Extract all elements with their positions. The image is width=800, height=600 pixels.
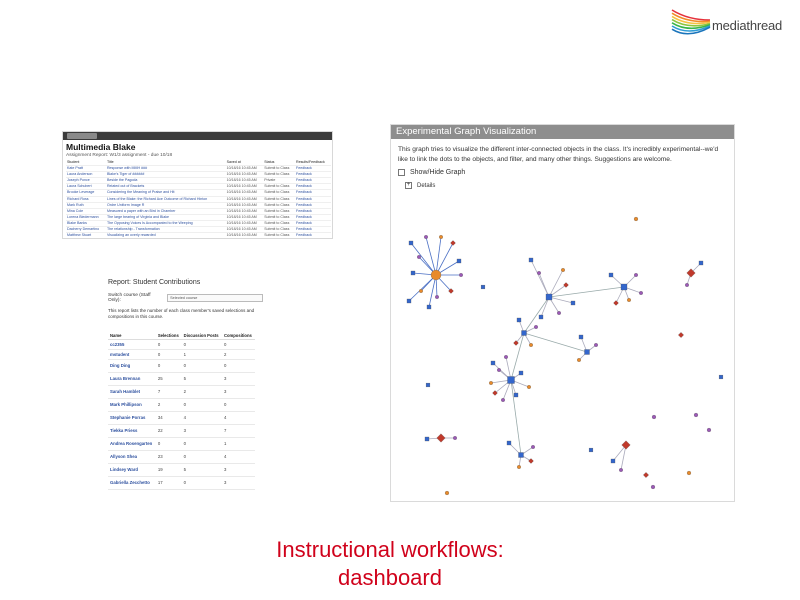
table-cell[interactable]: Laura Anderson [66, 172, 106, 178]
graph-node[interactable] [417, 255, 421, 259]
graph-node[interactable] [491, 361, 495, 365]
graph-node[interactable] [411, 271, 415, 275]
graph-node[interactable] [687, 471, 691, 475]
graph-node[interactable] [622, 441, 630, 449]
graph-panel-description: This graph tries to visualize the different inter-connected objects in the class. It's incredibly experimental--we'd like to link the dots to the objects, and filter, and many other things. Suggestions are welcome. [398, 146, 719, 163]
table-cell: 4 [222, 411, 255, 424]
table-cell[interactable]: Richard Ross [66, 196, 106, 202]
table-cell[interactable]: Feedback [295, 233, 331, 239]
table-cell: 10/18/16 10:45 AM [226, 166, 264, 172]
table-cell: 0 [222, 339, 255, 349]
table-cell[interactable]: Mark Phillipson [108, 398, 156, 411]
table-row [108, 424, 255, 437]
table-cell[interactable]: Lines of the Blake: the Richard Ace Outcome of Richard Hinton [106, 196, 226, 202]
table-cell[interactable]: Feedback [295, 214, 331, 220]
column-header: Saved at [226, 160, 264, 166]
table-cell: Submit to Class [263, 208, 295, 214]
table-cell: 34 [156, 411, 182, 424]
table-cell: 2 [182, 385, 222, 398]
graph-node[interactable] [707, 428, 711, 432]
graph-node[interactable] [450, 240, 455, 245]
graph-node[interactable] [457, 259, 461, 263]
table-cell[interactable]: Feedback [295, 178, 331, 184]
table-cell[interactable]: mstudent [108, 349, 156, 359]
table-cell: 0 [156, 437, 182, 450]
graph-node[interactable] [519, 371, 523, 375]
table-cell: Submit to Class [263, 184, 295, 190]
table-cell: 3 [222, 476, 255, 489]
graph-node[interactable] [531, 445, 535, 449]
table-cell[interactable]: Beside the Pagoda [106, 178, 226, 184]
graph-node[interactable] [425, 437, 429, 441]
table-row [108, 339, 255, 349]
table-cell[interactable]: The relationship - Transformation [106, 227, 226, 233]
graph-node[interactable] [571, 301, 575, 305]
graph-edge [436, 237, 441, 275]
table-cell: 10/18/16 10:45 AM [226, 172, 264, 178]
table-cell[interactable]: Related out of Brackets [106, 184, 226, 190]
graph-node[interactable] [546, 294, 552, 300]
column-header: Status [263, 160, 295, 166]
table-cell[interactable]: Laura Schubert [66, 184, 106, 190]
table-cell: Submit to Class [263, 190, 295, 196]
table-row [108, 372, 255, 385]
graph-node[interactable] [699, 261, 703, 265]
show-hide-label: Show/Hide Graph [410, 169, 466, 176]
column-header: Compositions [222, 325, 255, 339]
table-cell[interactable]: Laura Brennan [108, 372, 156, 385]
assignment-table [66, 160, 331, 239]
table-cell[interactable]: Feedback [295, 202, 331, 208]
table-cell[interactable]: Feedback [295, 196, 331, 202]
graph-node[interactable] [557, 311, 561, 315]
table-cell: 7 [156, 385, 182, 398]
graph-node[interactable] [517, 318, 521, 322]
table-cell[interactable]: Blake's Tiger of ###### [106, 172, 226, 178]
table-cell: 10/18/16 10:45 AM [226, 227, 264, 233]
table-cell[interactable]: Gabriella Zecchetto [108, 476, 156, 489]
table-row [108, 359, 255, 372]
caption-line-2: dashboard [338, 565, 442, 590]
graph-node[interactable] [508, 377, 515, 384]
table-cell[interactable]: Lorena Biedermann [66, 214, 106, 220]
graph-node[interactable] [427, 305, 431, 309]
table-cell: 1 [182, 349, 222, 359]
graph-edge [549, 287, 624, 297]
graph-edge [411, 243, 436, 275]
table-cell[interactable]: Feedback [295, 208, 331, 214]
table-cell: 3 [222, 463, 255, 476]
table-cell[interactable]: Feedback [295, 190, 331, 196]
graph-node[interactable] [435, 295, 439, 299]
graph-node[interactable] [719, 375, 723, 379]
graph-edge [409, 275, 436, 301]
table-cell: Submit to Class [263, 166, 295, 172]
app-logo-icon [67, 133, 97, 139]
graph-node[interactable] [634, 273, 638, 277]
table-cell: 10/18/16 10:45 AM [226, 178, 264, 184]
course-select[interactable]: Selected course [167, 294, 263, 302]
graph-node[interactable] [585, 350, 590, 355]
table-cell[interactable]: cc2355 [108, 339, 156, 349]
graph-edge [511, 380, 521, 455]
column-header: Discussion Posts [182, 325, 222, 339]
graph-node[interactable] [539, 315, 543, 319]
table-cell: 0 [156, 349, 182, 359]
table-cell[interactable]: Measured a paper with an Bird in Chamber [106, 208, 226, 214]
table-cell: Submit to Class [263, 233, 295, 239]
logo-swoosh-stroke [672, 10, 710, 20]
mediathread-logo [668, 6, 796, 40]
graph-node[interactable] [407, 299, 411, 303]
table-cell[interactable]: Feedback [295, 227, 331, 233]
graph-node[interactable] [426, 383, 430, 387]
graph-visualization-screenshot [390, 124, 735, 502]
graph-node[interactable] [651, 485, 655, 489]
table-cell[interactable]: Ordre Uniform Image R [106, 202, 226, 208]
graph-node[interactable] [453, 436, 457, 440]
table-cell: 10/18/16 10:45 AM [226, 214, 264, 220]
graph-node[interactable] [694, 413, 698, 417]
column-header: Title [106, 160, 226, 166]
graph-node[interactable] [678, 332, 683, 337]
table-row [108, 463, 255, 476]
table-cell[interactable]: Ding Ding [108, 359, 156, 372]
table-cell: 10/18/16 10:45 AM [226, 190, 264, 196]
graph-node[interactable] [652, 415, 656, 419]
graph-node[interactable] [489, 381, 493, 385]
table-cell: 25 [156, 372, 182, 385]
table-cell[interactable]: Tiekka Priess [108, 424, 156, 437]
graph-node[interactable] [517, 465, 521, 469]
table-cell[interactable]: Joseph Ponce [66, 178, 106, 184]
graph-node[interactable] [534, 325, 538, 329]
report-title: Multimedia Blake [66, 142, 136, 152]
table-cell: 2 [222, 349, 255, 359]
table-cell[interactable]: Allyson Shea [108, 450, 156, 463]
table-cell[interactable]: Lindsey Ward [108, 463, 156, 476]
table-cell: Submit to Class [263, 214, 295, 220]
table-cell: 0 [156, 359, 182, 372]
table-cell: 3 [222, 385, 255, 398]
details-label: Details [417, 182, 436, 189]
expand-icon[interactable]: + [406, 182, 411, 188]
table-cell: 0 [156, 339, 182, 349]
table-cell[interactable]: Feedback [295, 172, 331, 178]
table-cell: 5 [182, 463, 222, 476]
graph-node[interactable] [522, 331, 527, 336]
table-cell[interactable]: Visualizing an overly rewarded [106, 233, 226, 239]
network-graph[interactable] [391, 125, 735, 502]
graph-node[interactable] [634, 217, 638, 221]
table-cell[interactable]: The Opposing Voices Is Accompanied to the Weeping [106, 220, 226, 226]
graph-node[interactable] [497, 368, 501, 372]
graph-node[interactable] [431, 270, 441, 280]
column-header: Selections [156, 325, 182, 339]
graph-node[interactable] [481, 285, 485, 289]
table-cell: 0 [182, 437, 222, 450]
table-cell: 0 [222, 398, 255, 411]
report-subtitle: Assignment Report: W1/3 assignment - due 10/18 [66, 153, 173, 158]
table-cell: Private [263, 178, 295, 184]
graph-node[interactable] [639, 291, 643, 295]
table-cell[interactable]: Considering the Meaning of Praise and Hit [106, 190, 226, 196]
graph-node[interactable] [527, 385, 531, 389]
graph-node[interactable] [561, 268, 565, 272]
graph-node[interactable] [445, 491, 449, 495]
table-cell: 23 [156, 450, 182, 463]
column-header: Student [66, 160, 106, 166]
table-cell: 5 [182, 372, 222, 385]
graph-node[interactable] [563, 282, 568, 287]
table-cell: 0 [222, 359, 255, 372]
graph-node[interactable] [514, 393, 518, 397]
table-cell: 10/18/16 10:45 AM [226, 220, 264, 226]
table-cell: 3 [182, 424, 222, 437]
caption-line-1: Instructional workflows: [276, 537, 504, 562]
graph-node[interactable] [424, 235, 428, 239]
graph-node[interactable] [419, 289, 423, 293]
table-cell[interactable]: The large bearing of Virginia and Blake [106, 214, 226, 220]
graph-node[interactable] [437, 434, 445, 442]
graph-node[interactable] [519, 453, 524, 458]
table-cell: 4 [222, 450, 255, 463]
graph-node[interactable] [627, 298, 631, 302]
table-cell: 0 [182, 359, 222, 372]
graph-node[interactable] [589, 448, 593, 452]
graph-node[interactable] [577, 358, 581, 362]
graph-node[interactable] [507, 441, 511, 445]
table-cell[interactable]: Feedback [295, 184, 331, 190]
graph-edge [539, 273, 549, 297]
swoosh-logo-icon [668, 6, 714, 40]
table-row [108, 450, 255, 463]
graph-node[interactable] [529, 343, 533, 347]
table-cell: Submit to Class [263, 196, 295, 202]
student-contributions-screenshot [108, 278, 263, 490]
contributions-title: Report: Student Contributions [108, 279, 201, 286]
graph-edge [621, 445, 626, 470]
graph-panel-header: Experimental Graph Visualization [391, 125, 734, 139]
table-cell[interactable]: Andrea Rosengarten [108, 437, 156, 450]
table-cell[interactable]: Matthew Stuart [66, 233, 106, 239]
graph-node[interactable] [643, 472, 648, 477]
table-row [108, 385, 255, 398]
graph-node[interactable] [613, 300, 618, 305]
table-cell: 10/18/16 10:45 AM [226, 184, 264, 190]
table-row [108, 398, 255, 411]
graph-edge [524, 333, 587, 352]
table-cell: 10/18/16 10:45 AM [226, 233, 264, 239]
graph-node[interactable] [685, 283, 689, 287]
table-cell: 2 [156, 398, 182, 411]
table-cell: 0 [182, 398, 222, 411]
table-cell: 10/18/16 10:45 AM [226, 208, 264, 214]
contributions-description: This report lists the number of each class member's saved selections and compositions in this course. [108, 308, 255, 319]
table-cell: 0 [182, 450, 222, 463]
table-cell[interactable]: Response with MMH ### [106, 166, 226, 172]
table-cell: Submit to Class [263, 227, 295, 233]
table-cell: 22 [156, 424, 182, 437]
table-row [108, 349, 255, 359]
graph-node[interactable] [594, 343, 598, 347]
graph-node[interactable] [459, 273, 463, 277]
course-switch-row [108, 293, 263, 303]
table-cell[interactable]: Mina Cole [66, 208, 106, 214]
table-row [108, 437, 255, 450]
table-cell: 1 [222, 437, 255, 450]
table-cell: 3 [222, 372, 255, 385]
graph-node[interactable] [501, 398, 505, 402]
table-cell[interactable]: Mark Ruth [66, 202, 106, 208]
graph-node[interactable] [609, 273, 613, 277]
table-row [108, 476, 255, 489]
table-cell[interactable]: Kate Pratt [66, 166, 106, 172]
graph-node[interactable] [619, 468, 623, 472]
table-cell[interactable]: Blake Banks [66, 220, 106, 226]
table-cell: Submit to Class [263, 220, 295, 226]
table-cell[interactable]: Dacherry Demartino [66, 227, 106, 233]
table-row [108, 411, 255, 424]
graph-node[interactable] [409, 241, 413, 245]
logo-text: mediathread [712, 18, 783, 33]
app-top-bar [63, 132, 332, 140]
graph-node[interactable] [579, 335, 583, 339]
table-cell: 4 [182, 411, 222, 424]
table-cell[interactable]: Stephanie Porras [108, 411, 156, 424]
table-cell[interactable]: Feedback [295, 220, 331, 226]
slide-caption [200, 536, 580, 592]
table-cell[interactable]: Feedback [295, 166, 331, 172]
table-cell: Submit to Class [263, 202, 295, 208]
table-cell: 17 [156, 476, 182, 489]
table-cell[interactable]: Sarah Hamblet [108, 385, 156, 398]
column-header: Results/Feedback [295, 160, 331, 166]
assignment-report-screenshot [62, 131, 333, 239]
course-switch-label: Switch course (Staff Only): [108, 293, 151, 303]
table-cell: 0 [182, 476, 222, 489]
table-row [66, 233, 331, 239]
graph-node[interactable] [537, 271, 541, 275]
graph-node[interactable] [439, 235, 443, 239]
column-header: Name [108, 325, 156, 339]
table-cell: 7 [222, 424, 255, 437]
table-cell: 0 [182, 339, 222, 349]
graph-edge [549, 270, 563, 297]
table-cell: Submit to Class [263, 172, 295, 178]
table-cell: 10/18/16 10:45 AM [226, 202, 264, 208]
graph-node[interactable] [529, 258, 533, 262]
table-cell: 10/18/16 10:45 AM [226, 196, 264, 202]
table-cell[interactable]: Brooke Leverage [66, 190, 106, 196]
graph-node[interactable] [504, 355, 508, 359]
graph-node[interactable] [528, 458, 533, 463]
graph-node[interactable] [621, 284, 627, 290]
graph-node[interactable] [611, 459, 615, 463]
contributions-table [108, 325, 255, 490]
table-cell: 19 [156, 463, 182, 476]
